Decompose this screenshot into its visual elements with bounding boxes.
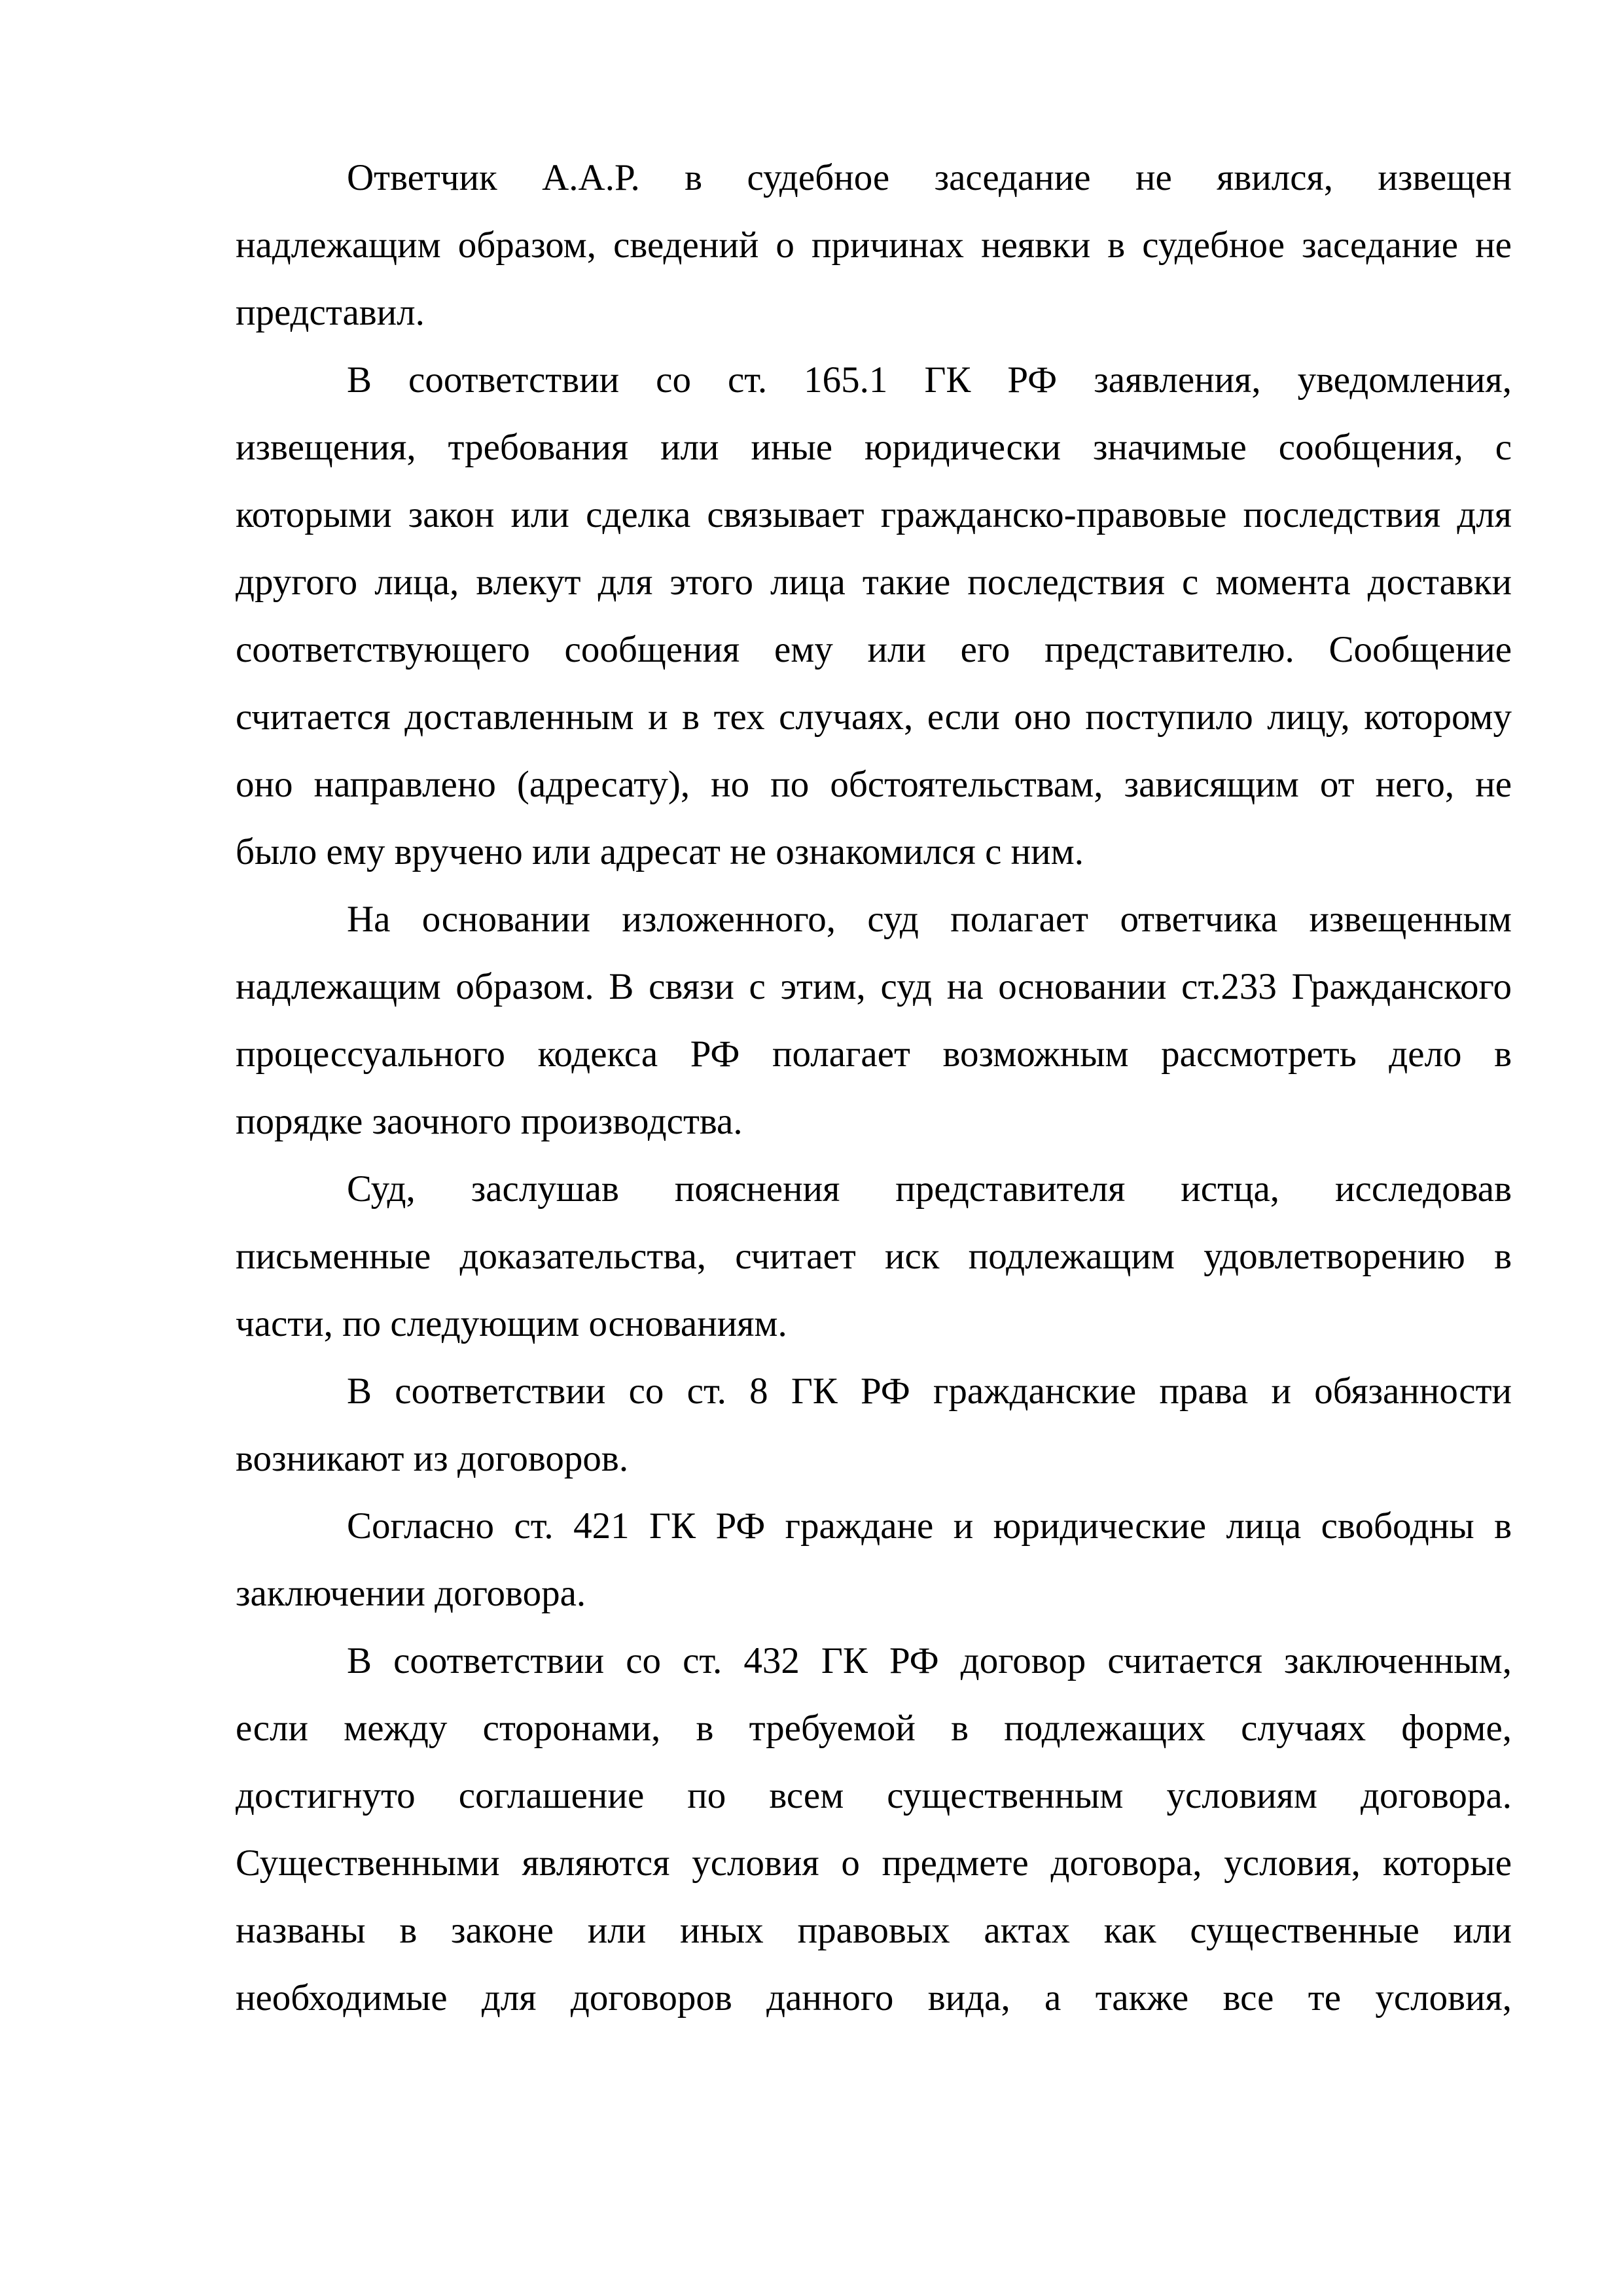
text-line: надлежащим образом. В связи с этим, суд на основании ст.233 Гражданского: [236, 966, 1512, 1007]
text-line: В соответствии со ст. 165.1 ГК РФ заявления, уведомления,: [347, 359, 1512, 401]
text-line: письменные доказательства, считает иск подлежащим удовлетворению в: [236, 1236, 1512, 1277]
paragraph: [236, 1627, 1512, 2032]
text-line: Согласно ст. 421 ГК РФ граждане и юридические лица свободны в: [347, 1505, 1512, 1547]
text-line: другого лица, влекут для этого лица такие последствия с момента доставки: [236, 562, 1512, 603]
paragraph: [236, 1155, 1512, 1357]
text-line: названы в законе или иных правовых актах как существенные или: [236, 1910, 1512, 1951]
text-line: В соответствии со ст. 8 ГК РФ гражданские права и обязанности: [347, 1371, 1512, 1412]
text-line: которыми закон или сделка связывает гражданско-правовые последствия для: [236, 494, 1512, 535]
text-line: было ему вручено или адресат не ознакомился с ним.: [236, 831, 1084, 872]
text-line: Ответчик А.А.Р. в судебное заседание не явился, извещен: [347, 157, 1512, 198]
text-line: если между сторонами, в требуемой в подлежащих случаях форме,: [236, 1708, 1512, 1749]
text-line: заключении договора.: [236, 1573, 586, 1614]
text-line: оно направлено (адресату), но по обстоятельствам, зависящим от него, не: [236, 764, 1512, 805]
text-line: На основании изложенного, суд полагает ответчика извещенным: [347, 899, 1512, 940]
text-line: представил.: [236, 292, 425, 333]
text-line: надлежащим образом, сведений о причинах неявки в судебное заседание не: [236, 224, 1512, 266]
document-body: [236, 144, 1512, 2032]
text-line: считается доставленным и в тех случаях, если оно поступило лицу, которому: [236, 696, 1512, 738]
text-line: достигнуто соглашение по всем существенным условиям договора.: [236, 1775, 1512, 1816]
paragraph: [236, 144, 1512, 346]
paragraph: [236, 1492, 1512, 1627]
paragraph: [236, 886, 1512, 1155]
text-line: Суд, заслушав пояснения представителя истца, исследовав: [347, 1168, 1512, 1210]
text-line: В соответствии со ст. 432 ГК РФ договор считается заключенным,: [347, 1640, 1512, 1681]
text-line: соответствующего сообщения ему или его представителю. Сообщение: [236, 629, 1512, 670]
text-line: процессуального кодекса РФ полагает возможным рассмотреть дело в: [236, 1033, 1512, 1075]
text-line: извещения, требования или иные юридически значимые сообщения, с: [236, 427, 1512, 468]
text-line: необходимые для договоров данного вида, а также все те условия,: [236, 1977, 1512, 2018]
text-line: порядке заочного производства.: [236, 1101, 743, 1142]
paragraph: [236, 1357, 1512, 1492]
text-line: Существенными являются условия о предмете договора, условия, которые: [236, 1842, 1512, 1884]
text-line: возникают из договоров.: [236, 1438, 629, 1479]
text-line: части, по следующим основаниям.: [236, 1303, 787, 1344]
paragraph: [236, 346, 1512, 886]
